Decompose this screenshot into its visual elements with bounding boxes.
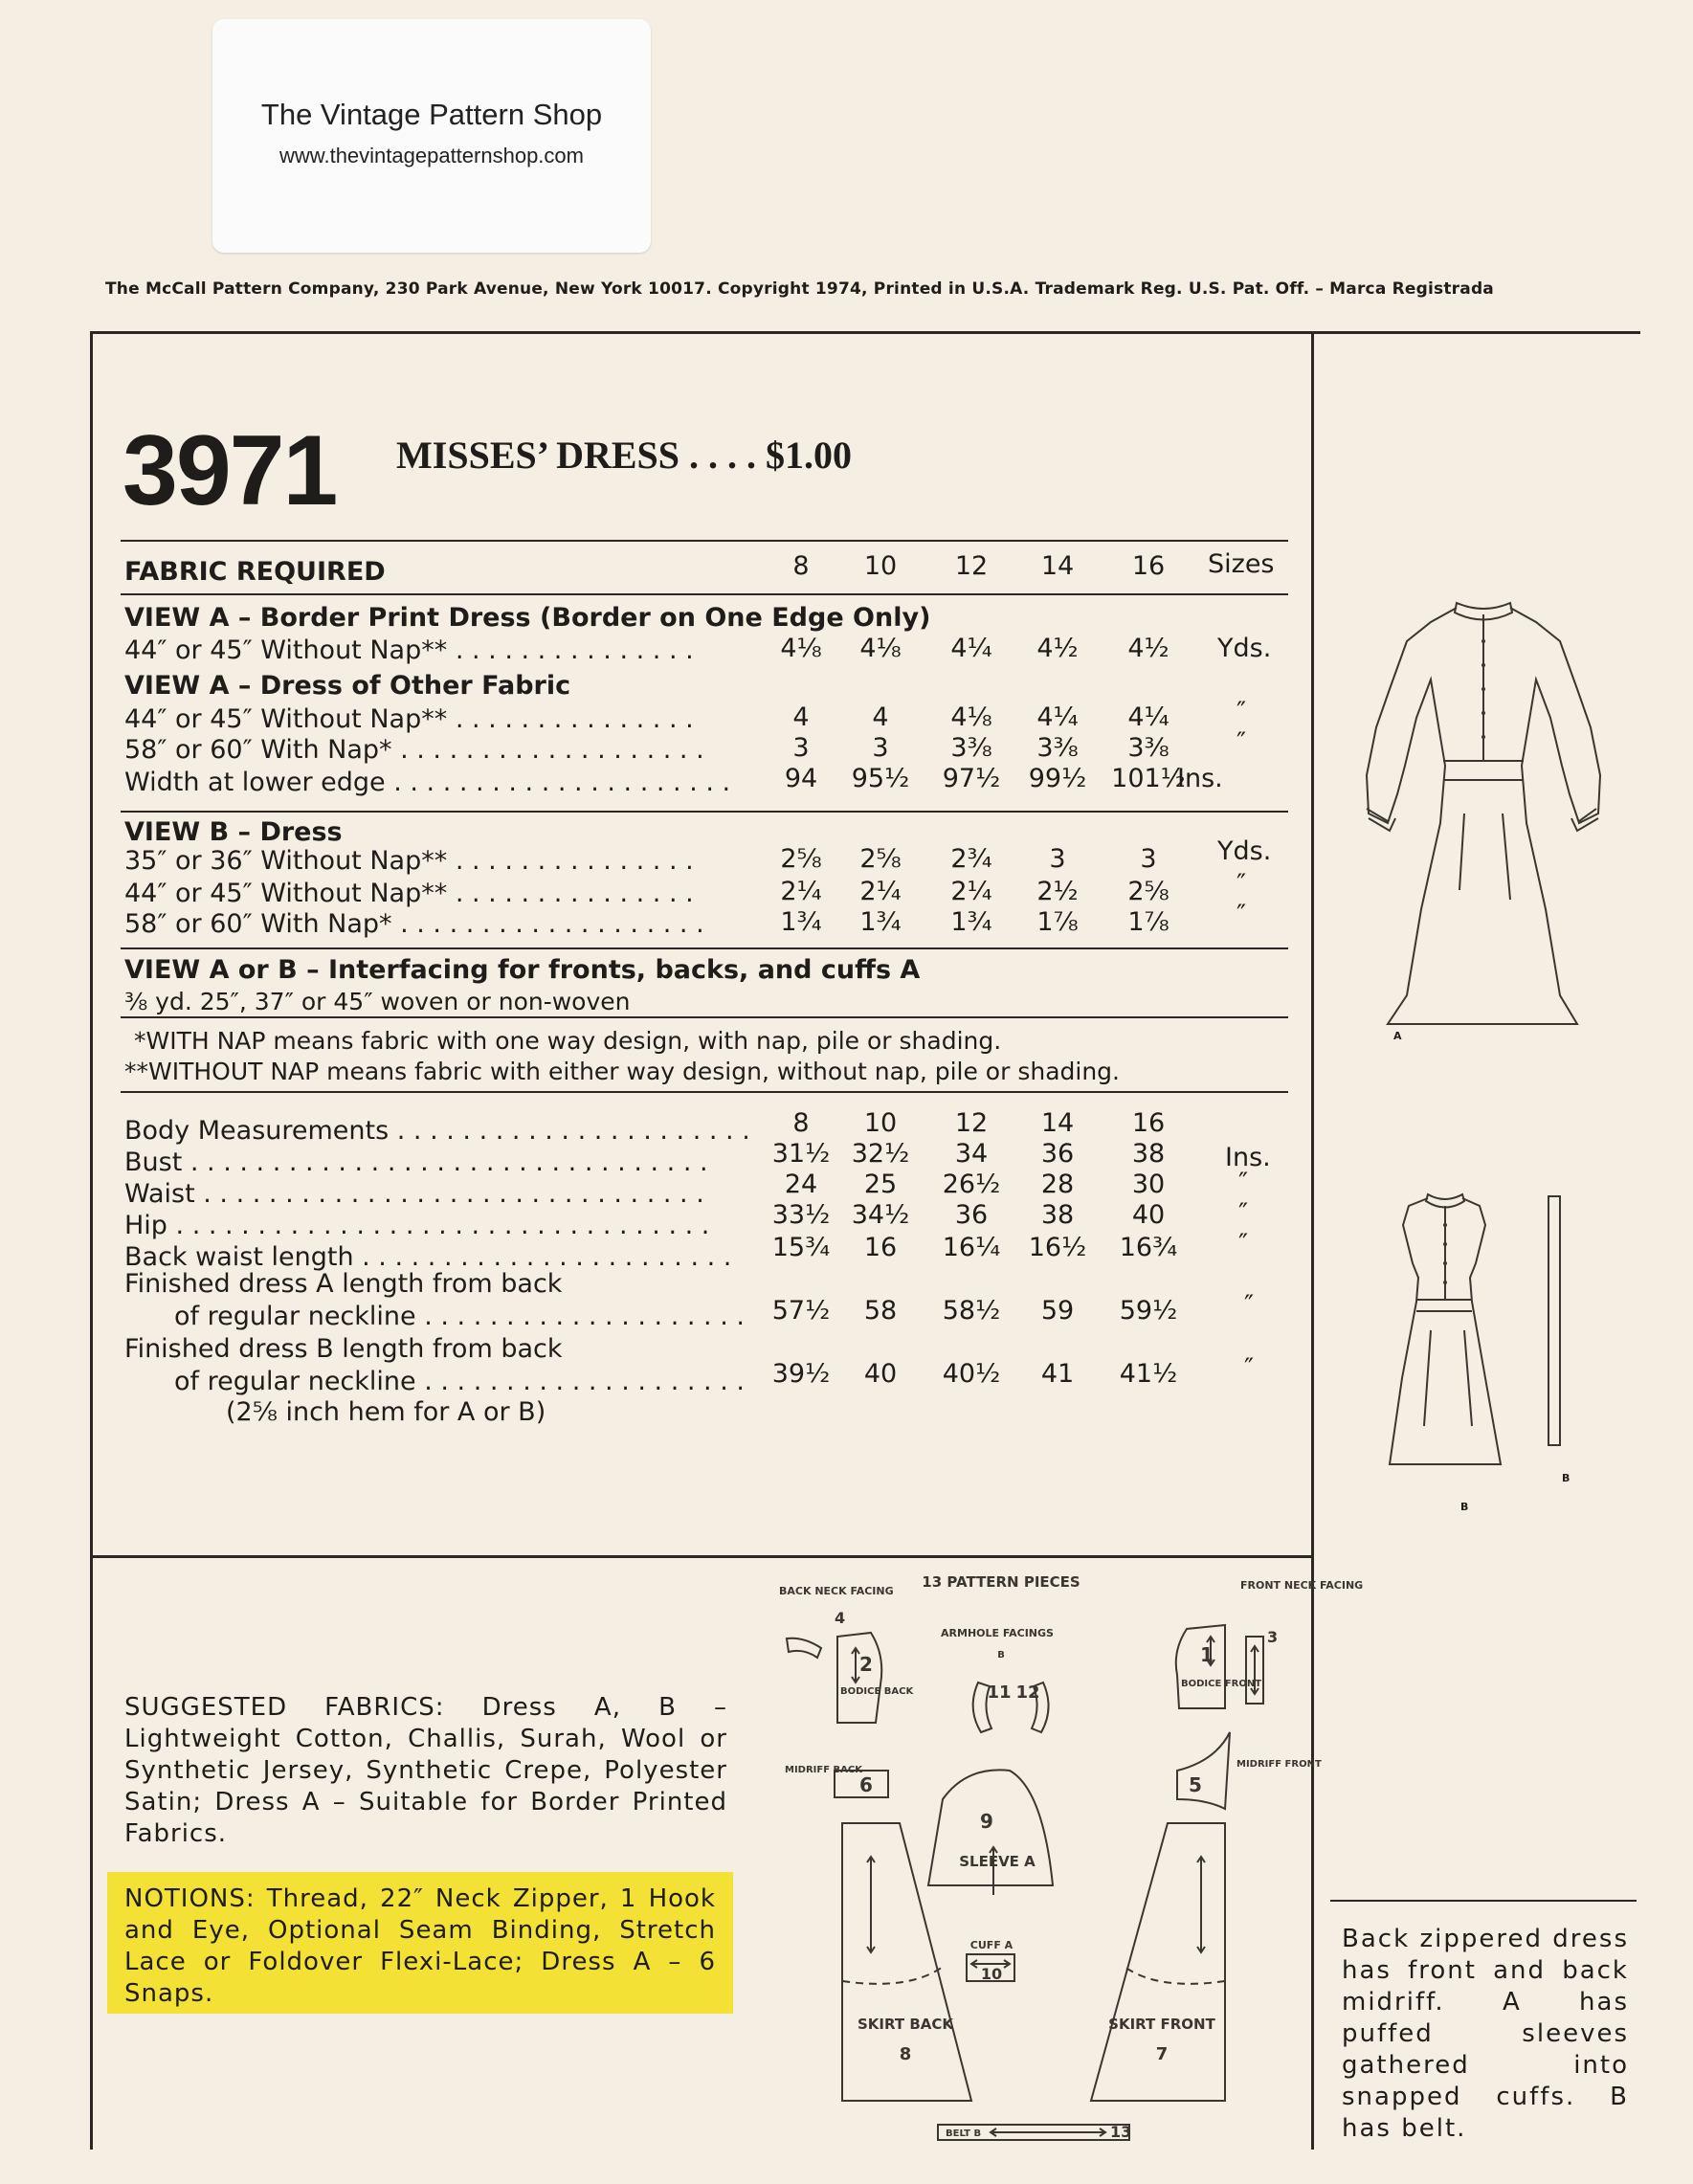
cuff-num: 10	[980, 1965, 1003, 1983]
company-header: The McCall Pattern Company, 230 Park Avenue, New York 10017. Copyright 1974, Printed in U.S.A. Trademark Reg. U.S. Pat. Off. – Marca Registrada	[105, 279, 1494, 299]
armhole-facings-view: B	[997, 1650, 1005, 1660]
cell: 24	[784, 1170, 818, 1199]
cell: 3	[872, 733, 889, 763]
cell: 4½	[1036, 634, 1079, 663]
style-number: 3971	[123, 415, 337, 526]
finished-a-label-2: of regular neckline . . . . . . . . . . . . . . . . . . . .	[174, 1302, 745, 1331]
midriff-back-num: 6	[859, 1773, 873, 1796]
cell: 34½	[851, 1200, 910, 1230]
size-header: 12	[954, 1108, 989, 1138]
interfacing-line: ⅜ yd. 25″, 37″ or 45″ woven or non-woven	[124, 988, 631, 1015]
cell: 28	[1040, 1170, 1075, 1199]
interfacing-heading-text: VIEW A or B – Interfacing for fronts, backs, and cuffs A	[124, 955, 921, 985]
skirt-back-label: SKIRT BACK	[857, 2016, 954, 2033]
shop-url: www.thevintagepatternshop.com	[279, 144, 584, 167]
bodice-front-label: BODICE FRONT	[1181, 1679, 1262, 1689]
rule	[121, 811, 1288, 813]
unit: ″	[1236, 869, 1247, 899]
row-label: 58″ or 60″ With Nap* . . . . . . . . . . . . . . . . . . .	[124, 735, 704, 765]
cell: 2⅝	[859, 844, 902, 874]
cell: 4¼	[950, 634, 992, 663]
bodice-front-num: 1	[1200, 1643, 1214, 1666]
hem-note: (2⅝ inch hem for A or B)	[226, 1397, 546, 1427]
view-b-heading: VIEW B – Dress	[124, 817, 343, 847]
pattern-pieces-title: 13 PATTERN PIECES	[922, 1573, 1080, 1591]
cell: 25	[863, 1170, 898, 1199]
row-label: Hip . . . . . . . . . . . . . . . . . . . . . . . . . . . . . . . . .	[124, 1211, 710, 1240]
cell: 38	[1040, 1200, 1075, 1230]
unit: ″	[1238, 1168, 1249, 1197]
rule	[121, 593, 1288, 595]
cell: 33½	[771, 1200, 831, 1230]
size-header: 10	[863, 1108, 898, 1138]
front-neck-facing-label: FRONT NECK FACING	[1240, 1579, 1364, 1592]
cell: 3	[792, 733, 810, 763]
cell: 16	[863, 1233, 898, 1262]
armhole-num-b: 12	[1015, 1683, 1040, 1703]
size-header: 14	[1040, 551, 1075, 581]
shop-name: The Vintage Pattern Shop	[260, 98, 603, 131]
cell: 16½	[1028, 1233, 1087, 1262]
cell: 3⅜	[1036, 733, 1079, 763]
view-b-illustration	[1378, 1187, 1598, 1512]
view-a-illustration	[1340, 574, 1627, 1072]
armhole-facings-label: ARMHOLE FACINGS	[941, 1627, 1054, 1639]
row-label: 44″ or 45″ Without Nap** . . . . . . . . . . . . . . .	[124, 635, 694, 665]
midriff-back-label: MIDRIFF BACK	[785, 1765, 862, 1775]
skirt-front-num: 7	[1155, 2044, 1169, 2064]
sleeve-num: 9	[980, 1810, 993, 1833]
body-measurements-label: Body Measurements . . . . . . . . . . . . . . . . . . . . . .	[124, 1116, 750, 1146]
top-border	[90, 331, 1640, 334]
view-b-label: B	[1460, 1501, 1469, 1513]
sizes-label: Sizes	[1208, 549, 1275, 579]
cell: 97½	[942, 764, 1001, 793]
midriff-front-num: 5	[1189, 1773, 1202, 1796]
cell: 1¾	[780, 907, 822, 937]
belt-num: 13	[1110, 2123, 1132, 2141]
unit: ″	[1244, 1290, 1255, 1320]
cell: 38	[1131, 1139, 1166, 1169]
cell: 58½	[942, 1296, 1001, 1326]
pattern-pieces-diagram	[775, 1570, 1364, 2163]
cell: 41	[1040, 1359, 1075, 1389]
cell: 4⅛	[780, 634, 822, 663]
cell: 4	[792, 702, 810, 732]
belt-view-label: B	[1562, 1472, 1570, 1484]
row-label: Bust . . . . . . . . . . . . . . . . . . . . . . . . . . . . . . . .	[124, 1148, 708, 1177]
cell: 39½	[771, 1359, 831, 1389]
cell: 2¼	[859, 877, 902, 906]
rule	[121, 947, 1288, 949]
cell: 40½	[942, 1359, 1001, 1389]
row-label: 58″ or 60″ With Nap* . . . . . . . . . . . . . . . . . . .	[124, 909, 704, 939]
dress-description: Back zippered dress has front and back midriff. A has puffed sleeves gathered into snapped cuffs. B has belt.	[1342, 1925, 1629, 2143]
cell: 59	[1040, 1296, 1075, 1326]
cell: 31½	[771, 1139, 831, 1169]
cell: 30	[1131, 1170, 1166, 1199]
unit: ″	[1236, 900, 1247, 929]
cell: 1¾	[950, 907, 992, 937]
style-title: MISSES’ DRESS . . . . $1.00	[396, 434, 853, 477]
unit: ″	[1236, 727, 1247, 757]
unit: ″	[1238, 1229, 1249, 1259]
cell: 1⅞	[1127, 907, 1170, 937]
view-a-other-heading: VIEW A – Dress of Other Fabric	[124, 671, 571, 701]
row-label: Width at lower edge . . . . . . . . . . . . . . . . . . . . .	[124, 768, 731, 797]
left-border	[90, 331, 93, 2150]
cell: 95½	[851, 764, 910, 793]
fabric-required-label: FABRIC REQUIRED	[124, 557, 386, 587]
bodice-back-label: BODICE BACK	[840, 1686, 914, 1697]
unit: Ins.	[1177, 764, 1223, 793]
row-label: Waist . . . . . . . . . . . . . . . . . . . . . . . . . . . . . . .	[124, 1179, 704, 1209]
cell: 4¼	[1127, 702, 1170, 732]
cell: 3	[1049, 844, 1066, 874]
unit: ″	[1244, 1353, 1255, 1383]
row-label: 35″ or 36″ Without Nap** . . . . . . . . . . . . . . .	[124, 846, 694, 876]
cell: 4¼	[1036, 702, 1079, 732]
cell: 4½	[1127, 634, 1170, 663]
interfacing-heading	[124, 957, 920, 983]
row-label: Back waist length . . . . . . . . . . . . . . . . . . . . . . .	[124, 1242, 732, 1272]
finished-b-label: Finished dress B length from back	[124, 1334, 563, 1364]
cell: 2⅝	[1127, 877, 1170, 906]
cell: 40	[863, 1359, 898, 1389]
cell: 41½	[1119, 1359, 1178, 1389]
view-a-border-heading: VIEW A – Border Print Dress (Border on One Edge Only)	[124, 603, 931, 633]
suggested-fabrics: SUGGESTED FABRICS: Dress A, B – Lightweight Cotton, Challis, Surah, Wool or Synthetic Jersey, Synthetic Crepe, Polyester Satin; Dress A – Suitable for Border Printed Fabrics.	[124, 1693, 727, 1848]
description-divider	[1330, 1900, 1637, 1902]
cell: 34	[954, 1139, 989, 1169]
cell: 16¼	[942, 1233, 1001, 1262]
size-header: 16	[1131, 551, 1166, 581]
cell: 3⅜	[1127, 733, 1170, 763]
back-neck-facing-label: BACK NECK FACING	[779, 1585, 894, 1597]
finished-a-label: Finished dress A length from back	[124, 1269, 563, 1299]
notions-box	[107, 1872, 733, 2014]
midriff-front-label: MIDRIFF FRONT	[1236, 1759, 1322, 1770]
shop-sticker	[212, 19, 651, 253]
cell: 40	[1131, 1200, 1166, 1230]
section-divider	[90, 1555, 1313, 1558]
cell: 3⅜	[950, 733, 992, 763]
size-header: 10	[863, 551, 898, 581]
cell: 2¼	[780, 877, 822, 906]
sleeve-label: SLEEVE A	[959, 1853, 1036, 1870]
without-nap-note: **WITHOUT NAP means fabric with either way design, without nap, pile or shading.	[124, 1058, 1120, 1085]
front-neck-facing-num: 3	[1267, 1628, 1279, 1646]
armhole-num-a: 11	[987, 1683, 1012, 1703]
size-header: 14	[1040, 1108, 1075, 1138]
cell: 36	[954, 1200, 989, 1230]
cell: 3	[1140, 844, 1157, 874]
cell: 94	[784, 764, 818, 793]
cell: 32½	[851, 1139, 910, 1169]
cell: 16¾	[1119, 1233, 1178, 1262]
cell: 2⅝	[780, 844, 822, 874]
bodice-back-num: 2	[859, 1653, 873, 1676]
cuff-label: CUFF A	[969, 1939, 1014, 1951]
cell: 4⅛	[950, 702, 992, 732]
rule	[121, 540, 1288, 542]
cell: 2¾	[950, 844, 992, 874]
unit: ″	[1238, 1198, 1249, 1228]
column-divider	[1311, 331, 1314, 2150]
finished-b-label-2: of regular neckline . . . . . . . . . . . . . . . . . . . .	[174, 1367, 745, 1396]
unit: Yds.	[1217, 836, 1272, 866]
cell: 1⅞	[1036, 907, 1079, 937]
notions-text: NOTIONS: Thread, 22″ Neck Zipper, 1 Hook and Eye, Optional Seam Binding, Stretch Lace or Foldover Flexi-Lace; Dress A – 6 Snaps.	[124, 1884, 716, 2008]
cell: 57½	[771, 1296, 831, 1326]
cell: 26½	[942, 1170, 1001, 1199]
cell: 58	[863, 1296, 898, 1326]
size-header: 16	[1131, 1108, 1166, 1138]
cell: 1¾	[859, 907, 902, 937]
row-label: 44″ or 45″ Without Nap** . . . . . . . . . . . . . . .	[124, 704, 694, 734]
cell: 2¼	[950, 877, 992, 906]
cell: 59½	[1119, 1296, 1178, 1326]
belt-label: BELT B	[946, 2128, 982, 2139]
cell: 4	[872, 702, 889, 732]
cell: 2½	[1036, 877, 1079, 906]
unit: Yds.	[1217, 634, 1272, 663]
unit: ″	[1236, 697, 1247, 726]
rule	[121, 1016, 1288, 1018]
row-label: 44″ or 45″ Without Nap** . . . . . . . . . . . . . . .	[124, 879, 694, 908]
skirt-front-label: SKIRT FRONT	[1108, 2016, 1215, 2033]
cell: 15¾	[771, 1233, 831, 1262]
unit: Ins.	[1225, 1143, 1271, 1172]
size-header: 8	[792, 1108, 810, 1138]
view-a-label: A	[1393, 1030, 1402, 1042]
cell: 101½	[1111, 764, 1186, 793]
cell: 99½	[1028, 764, 1087, 793]
size-header: 12	[954, 551, 989, 581]
size-header: 8	[792, 551, 810, 581]
skirt-back-num: 8	[899, 2044, 912, 2064]
with-nap-note: *WITH NAP means fabric with one way design, with nap, pile or shading.	[134, 1027, 1002, 1055]
back-neck-facing-num: 4	[835, 1609, 846, 1627]
cell: 36	[1040, 1139, 1075, 1169]
cell: 4⅛	[859, 634, 902, 663]
rule	[121, 1091, 1288, 1093]
